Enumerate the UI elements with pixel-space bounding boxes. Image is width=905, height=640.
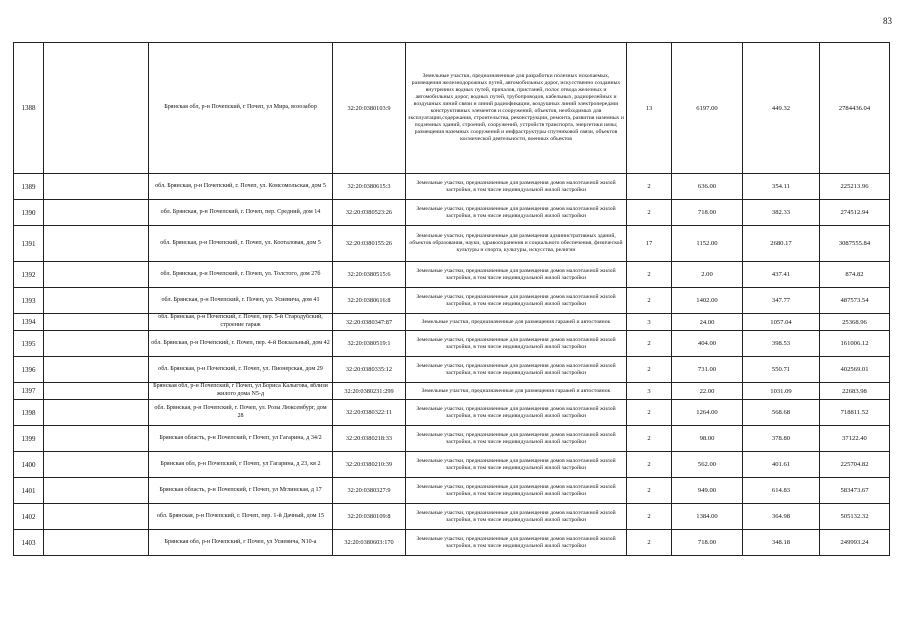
cadastral-value: 274512.94 (820, 200, 890, 226)
table-row (14, 504, 890, 530)
permitted-use: Земельные участки, предназначенные для размещения домов малоэтажной жилой застройки, в том числе индивидуальной жилой застройки (406, 452, 627, 478)
blank-cell (44, 400, 149, 426)
address: обл. Брянская, р-н Почепский, г. Почеп, ул. Толстого, дом 27б (149, 262, 333, 288)
cadastral-number: 32:20:0380210:39 (333, 452, 406, 478)
permitted-use: Земельные участки, предназначенные для размещения домов малоэтажной жилой застройки, в том числе индивидуальной жилой застройки (406, 288, 627, 314)
cadastral-number: 32:20:0380603:170 (333, 530, 406, 556)
cadastral-number: 32:20:0380515:6 (333, 262, 406, 288)
blank-cell (44, 174, 149, 200)
permitted-use: Земельные участки, предназначенные для разработки полезных ископаемых, размещения железнодорожных путей, автомобильных дорог, искусственно созданных внутренних водных путей, причалов, пристаней, полос отвода железных и автомобильных дорог, водных путей, трубопроводов, кабельных, радиорелейных и воздушных линий связи и линий радиофикации, воздушных линий электропередачи конструктивных элементов и сооружений, объектов, необходимых для эксплуатации,содержания, строительства, реконструкции, ремонта, развития наземных и подземных зданий, строений, сооружений, устройств транспорта, энергетики иязы; размещения наземных сооружений и инфраструктуры спутниковой связи, объектов космической деятельности, военных объектов (406, 43, 627, 174)
row-number: 1400 (14, 452, 44, 478)
table-row (14, 426, 890, 452)
row-number: 1391 (14, 226, 44, 262)
use-group-code: 2 (627, 331, 672, 357)
permitted-use: Земельные участки, предназначенные для размещения домов малоэтажной жилой застройки, в том числе индивидуальной жилой застройки (406, 400, 627, 426)
area: 404.00 (672, 331, 743, 357)
use-group-code: 17 (627, 226, 672, 262)
address: обл. Брянская, р-н Почепский, г. Почеп, ул. Усиевича, дом 41 (149, 288, 333, 314)
table-row (14, 400, 890, 426)
address: обл. Брянская, р-н Почепский, г. Почеп, пер. Средний, дом 14 (149, 200, 333, 226)
blank-cell (44, 262, 149, 288)
cadastral-value: 37122.40 (820, 426, 890, 452)
permitted-use: Земельные участки, предназначенные для размещения административных зданий, объектов образования, науки, здравоохранения и социального обеспечения, физической культуры и спорта, культуры, искусства, религии (406, 226, 627, 262)
table-row (14, 530, 890, 556)
area: 718.00 (672, 530, 743, 556)
row-number: 1403 (14, 530, 44, 556)
area: 731.00 (672, 357, 743, 383)
permitted-use: Земельные участки, предназначенные для размещения домов малоэтажной жилой застройки, в том числе индивидуальной жилой застройки (406, 426, 627, 452)
use-group-code: 2 (627, 174, 672, 200)
area: 24.00 (672, 314, 743, 331)
cadastral-number: 32:20:0380231:299 (333, 383, 406, 400)
permitted-use: Земельные участки, предназначенные для размещения домов малоэтажной жилой застройки, в том числе индивидуальной жилой застройки (406, 357, 627, 383)
cadastral-value: 505132.32 (820, 504, 890, 530)
permitted-use: Земельные участки, предназначенные для размещения домов малоэтажной жилой застройки, в том числе индивидуальной жилой застройки (406, 174, 627, 200)
unit-cost: 378.80 (743, 426, 820, 452)
cadastral-number: 32:20:0380103:9 (333, 43, 406, 174)
table-row (14, 288, 890, 314)
use-group-code: 2 (627, 530, 672, 556)
use-group-code: 2 (627, 200, 672, 226)
area: 1152.00 (672, 226, 743, 262)
cadastral-value: 2784436.04 (820, 43, 890, 174)
address: Брянская обл, р-н Почепский, г Почеп, ул Усиевича, N10-а (149, 530, 333, 556)
cadastral-value: 487573.54 (820, 288, 890, 314)
cadastral-number: 32:20:0380322:11 (333, 400, 406, 426)
address: обл. Брянская, р-н Почепский, г. Почеп, ул. Пионерская, дом 29 (149, 357, 333, 383)
row-number: 1395 (14, 331, 44, 357)
use-group-code: 2 (627, 357, 672, 383)
blank-cell (44, 200, 149, 226)
cadastral-value: 25368.96 (820, 314, 890, 331)
blank-cell (44, 288, 149, 314)
blank-cell (44, 314, 149, 331)
use-group-code: 13 (627, 43, 672, 174)
cadastral-value: 402569.01 (820, 357, 890, 383)
cadastral-value: 718811.52 (820, 400, 890, 426)
cadastral-number: 32:20:0380519:1 (333, 331, 406, 357)
table-row (14, 314, 890, 331)
cadastral-number: 32:20:0380327:9 (333, 478, 406, 504)
cadastral-number: 32:20:0380109:8 (333, 504, 406, 530)
use-group-code: 2 (627, 504, 672, 530)
address: обл. Брянская, р-н Почепский, г. Почеп, пер. 5-й Стародубский, строение гараж (149, 314, 333, 331)
area: 6197.00 (672, 43, 743, 174)
use-group-code: 3 (627, 383, 672, 400)
permitted-use: Земельные участки, предназначенные для размещения домов малоэтажной жилой застройки, в том числе индивидуальной жилой застройки (406, 504, 627, 530)
unit-cost: 550.71 (743, 357, 820, 383)
use-group-code: 2 (627, 288, 672, 314)
use-group-code: 2 (627, 478, 672, 504)
row-number: 1389 (14, 174, 44, 200)
unit-cost: 1057.04 (743, 314, 820, 331)
area: 22.00 (672, 383, 743, 400)
blank-cell (44, 331, 149, 357)
blank-cell (44, 504, 149, 530)
cadastral-value: 3087555.84 (820, 226, 890, 262)
row-number: 1402 (14, 504, 44, 530)
table-row (14, 226, 890, 262)
cadastral-number: 32:20:0380523:26 (333, 200, 406, 226)
unit-cost: 568.68 (743, 400, 820, 426)
use-group-code: 2 (627, 426, 672, 452)
area: 1264.00 (672, 400, 743, 426)
table-row (14, 200, 890, 226)
permitted-use: Земельные участки, предназначенные для размещения домов малоэтажной жилой застройки, в том числе индивидуальной жилой застройки (406, 478, 627, 504)
row-number: 1401 (14, 478, 44, 504)
unit-cost: 348.18 (743, 530, 820, 556)
permitted-use: Земельные участки, предназначенные для размещения домов малоэтажной жилой застройки, в том числе индивидуальной жилой застройки (406, 200, 627, 226)
permitted-use: Земельные участки, предназначенные для размещения домов малоэтажной жилой застройки, в том числе индивидуальной жилой застройки (406, 530, 627, 556)
address: Брянская область, р-н Почепский, г Почеп, ул Мглинская, д 17 (149, 478, 333, 504)
unit-cost: 354.11 (743, 174, 820, 200)
unit-cost: 401.61 (743, 452, 820, 478)
address: обл. Брянская, р-н Почепский, г. Почеп, ул. Розы Люксембург, дом 28 (149, 400, 333, 426)
cadastral-value: 161006.12 (820, 331, 890, 357)
address: Брянская обл, р-н Почепский, г Почеп, ул Бориса Калыгова, вблизи жилого дома N5-д (149, 383, 333, 400)
table-row (14, 331, 890, 357)
use-group-code: 2 (627, 400, 672, 426)
row-number: 1399 (14, 426, 44, 452)
row-number: 1390 (14, 200, 44, 226)
area: 718.00 (672, 200, 743, 226)
row-number: 1397 (14, 383, 44, 400)
address: Брянская обл, р-н Почепский, г Почеп, ул Мира, возозабор (149, 43, 333, 174)
permitted-use: Земельные участки, предназначенные для размещения домов малоэтажной жилой застройки, в том числе индивидуальной жилой застройки (406, 331, 627, 357)
permitted-use: Земельные участки, предназначенные для размещения гаражей и автостоянок (406, 314, 627, 331)
address: обл. Брянская, р-н Почепский, г. Почеп, пер. 4-й Вокзальный, дом 42 (149, 331, 333, 357)
row-number: 1392 (14, 262, 44, 288)
cadastral-number: 32:20:0380155:26 (333, 226, 406, 262)
unit-cost: 347.77 (743, 288, 820, 314)
table-row (14, 262, 890, 288)
cadastral-value: 22683.98 (820, 383, 890, 400)
page-number: 83 (883, 16, 892, 26)
cadastral-value: 874.82 (820, 262, 890, 288)
cadastral-number: 32:20:0380616:8 (333, 288, 406, 314)
area: 1402.00 (672, 288, 743, 314)
cadastral-number: 32:20:0380347:87 (333, 314, 406, 331)
table-row (14, 452, 890, 478)
unit-cost: 398.53 (743, 331, 820, 357)
area: 562.00 (672, 452, 743, 478)
unit-cost: 614.83 (743, 478, 820, 504)
address: обл. Брянская, р-н Почепский, г. Почеп, ул. Кооталовая, дом 5 (149, 226, 333, 262)
blank-cell (44, 530, 149, 556)
table-row (14, 357, 890, 383)
permitted-use: Земельные участки, предназначенные для размещения гаражей и автостоянок (406, 383, 627, 400)
row-number: 1388 (14, 43, 44, 174)
table-row (14, 174, 890, 200)
use-group-code: 3 (627, 314, 672, 331)
cadastral-value: 225213.96 (820, 174, 890, 200)
row-number: 1398 (14, 400, 44, 426)
blank-cell (44, 426, 149, 452)
unit-cost: 1031.09 (743, 383, 820, 400)
area: 2.00 (672, 262, 743, 288)
row-number: 1393 (14, 288, 44, 314)
area: 636.00 (672, 174, 743, 200)
row-number: 1396 (14, 357, 44, 383)
unit-cost: 382.33 (743, 200, 820, 226)
cadastral-value: 225704.82 (820, 452, 890, 478)
area: 1384.00 (672, 504, 743, 530)
use-group-code: 2 (627, 262, 672, 288)
unit-cost: 364.98 (743, 504, 820, 530)
area: 98.00 (672, 426, 743, 452)
table-row (14, 478, 890, 504)
table-body (14, 43, 890, 556)
cadastral-number: 32:20:0380615:3 (333, 174, 406, 200)
blank-cell (44, 452, 149, 478)
blank-cell (44, 478, 149, 504)
address: обл. Брянская, р-н Почепский, г. Почеп, пер. 1-й Дачный, дом 15 (149, 504, 333, 530)
address: Брянская обл, р-н Почепский, г Почеп, ул Гагарина, д 23, кв 2 (149, 452, 333, 478)
unit-cost: 2680.17 (743, 226, 820, 262)
table-row (14, 43, 890, 174)
blank-cell (44, 383, 149, 400)
land-register-table (13, 42, 890, 556)
cadastral-value: 249993.24 (820, 530, 890, 556)
row-number: 1394 (14, 314, 44, 331)
use-group-code: 2 (627, 452, 672, 478)
address: обл. Брянская, р-н Почепский, г. Почеп, ул. Комсомольская, дом 5 (149, 174, 333, 200)
table-row (14, 383, 890, 400)
cadastral-number: 32:20:0380218:33 (333, 426, 406, 452)
address: Брянская область, р-н Почепский, г Почеп, ул Гагарина, д 34/2 (149, 426, 333, 452)
blank-cell (44, 357, 149, 383)
permitted-use: Земельные участки, предназначенные для размещения домов малоэтажной жилой застройки, в том числе индивидуальной жилой застройки (406, 262, 627, 288)
area: 949.00 (672, 478, 743, 504)
blank-cell (44, 43, 149, 174)
unit-cost: 437.41 (743, 262, 820, 288)
blank-cell (44, 226, 149, 262)
unit-cost: 449.32 (743, 43, 820, 174)
cadastral-value: 583473.67 (820, 478, 890, 504)
cadastral-number: 32:20:0380335:12 (333, 357, 406, 383)
